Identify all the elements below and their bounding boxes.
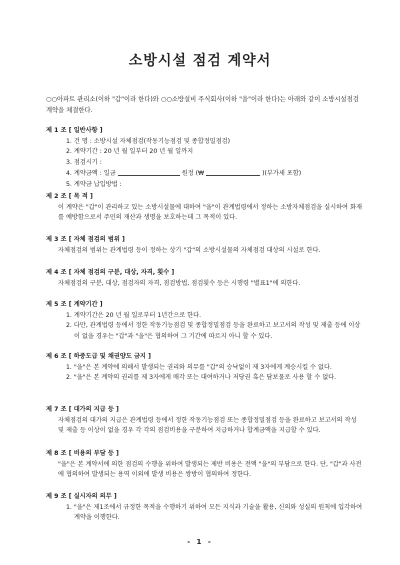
- list-item: 1. 건 명 : 소방시설 자체점검(작동기능점검 및 종합정밀점검): [66, 137, 231, 145]
- article-5: [46, 300, 364, 342]
- article-heading: 제 9 조 [ 실시자의 의무 ]: [46, 493, 117, 500]
- article-heading: 제 7 조 [ 대가의 지급 등 ]: [46, 406, 119, 413]
- article-body: 자체점검의 구분, 대상, 점검자의 자격, 점검방법, 점검횟수 등은 시행령 "별표1"에 의한다.: [58, 279, 301, 287]
- contract-amount-won: 원정 (₩: [181, 170, 205, 178]
- article-body: 자체점검의 범위는 관계법령 등이 정하는 상기 "갑"의 소방시설물의 자체점검 대상의 시설로 한다.: [58, 246, 321, 254]
- intro-paragraph: ○○아파트 관리소(이하 "갑"이라 한다)와 ○○소방설비 주식회사(이하 "을"이라 한다)는 아래와 같이 소방시설점검 계약을 체결한다.: [46, 96, 359, 114]
- contract-amount-label: 4. 계약금액 : 일금: [66, 170, 116, 178]
- list-item: 2. "을"은 본 계약의 권리를 제 3자에게 매각 또는 대여하거나 저당권 혹은 담보물로 사용 할 수 없다.: [66, 374, 337, 382]
- article-heading: 제 3 조 [ 자체 점검의 범위 ]: [46, 236, 125, 243]
- article-7: [46, 405, 364, 437]
- article-heading: 제 8 조 [ 비용의 부담 등 ]: [46, 450, 119, 457]
- list-item: 2. 다만, 관계법령 등에서 정한 작동기능점검 및 종합정밀점검 등을 완료하고 보고서의 작성 및 제출 등에 이상이 없을 경우는 "갑"과 "을"은 협의하여 그 기간에 따르지 아니 할 수 있다.: [66, 322, 361, 340]
- list-item: 2. 계약기간 : 20 년 월 일부터 20 년 월 일까지: [66, 148, 194, 156]
- article-3: [46, 235, 364, 256]
- article-body: 자체점검의 대가의 지급은 관계법령 등에서 정한 작동기능점검 또는 종합정밀점검 등을 완료하고 보고서의 작성 및 제출 등 이상이 없을 경우 각 각의 점검비용을 구분하여 지급하거나 합계금액을 지급할 수 있다.: [58, 416, 357, 435]
- article-heading: 제 1 조 [ 일반사항 ]: [46, 127, 103, 134]
- article-6: [46, 352, 364, 384]
- document-title: 소방시설 점검 계약서: [128, 53, 272, 69]
- article-body: "을"은 본 계약서에 의한 점검의 수행을 위하여 발생되는 제반 비용은 전액 "을"의 부담으로 한다. 단, "갑"과 사전에 협의하여 발생되는 용역 이외에 발생 비용은 쌍방이 협의하여 정한다.: [58, 460, 362, 479]
- article-heading: 제 2 조 [ 목 적 ]: [46, 193, 93, 200]
- article-1: [46, 126, 364, 191]
- list-item: 1. 계약기간은 20 년 월 일로부터 1년간으로 한다.: [66, 311, 202, 319]
- amount-blank-korean: [118, 168, 180, 176]
- article-4: [46, 268, 364, 289]
- article-heading: 제 6 조 [ 하중도급 및 채권양도 금지 ]: [46, 353, 151, 360]
- article-2: [46, 192, 364, 224]
- amount-blank-number: [206, 168, 260, 176]
- list-item: 3. 점검시기 :: [66, 158, 102, 166]
- list-item-contract-amount: [46, 168, 364, 180]
- contract-amount-vat: )(부가세 포함): [262, 170, 302, 178]
- list-item: 1. "을"은 제1조에서 규정한 목적을 수행하기 위하여 모든 지식과 기술을 활용, 신의와 성실의 원칙에 입각하여 계약을 이행한다.: [66, 503, 363, 522]
- article-body: 이 계약은 "갑"이 관리하고 있는 소방시설물에 대하여 "을"이 관계법령에서 정하는 소방자체점검을 실시하여 화재를 예방함으로서 주민의 재산과 생명을 보호하는데 그 목적이 있다.: [58, 203, 362, 222]
- article-heading: 제 4 조 [ 자체 점검의 구분, 대상, 자격, 횟수 ]: [46, 269, 175, 276]
- page-number: - 1 -: [187, 538, 213, 546]
- list-item: 5. 계약금 납입방법 :: [66, 180, 122, 188]
- article-9: [46, 492, 364, 524]
- list-item: 1. "을"은 본 계약에 의해서 발생되는 권리와 의무를 "갑"의 승낙없이 제 3자에게 계승시킬 수 없다.: [66, 363, 332, 371]
- article-heading: 제 5 조 [ 계약기간 ]: [46, 301, 103, 308]
- article-8: [46, 449, 364, 481]
